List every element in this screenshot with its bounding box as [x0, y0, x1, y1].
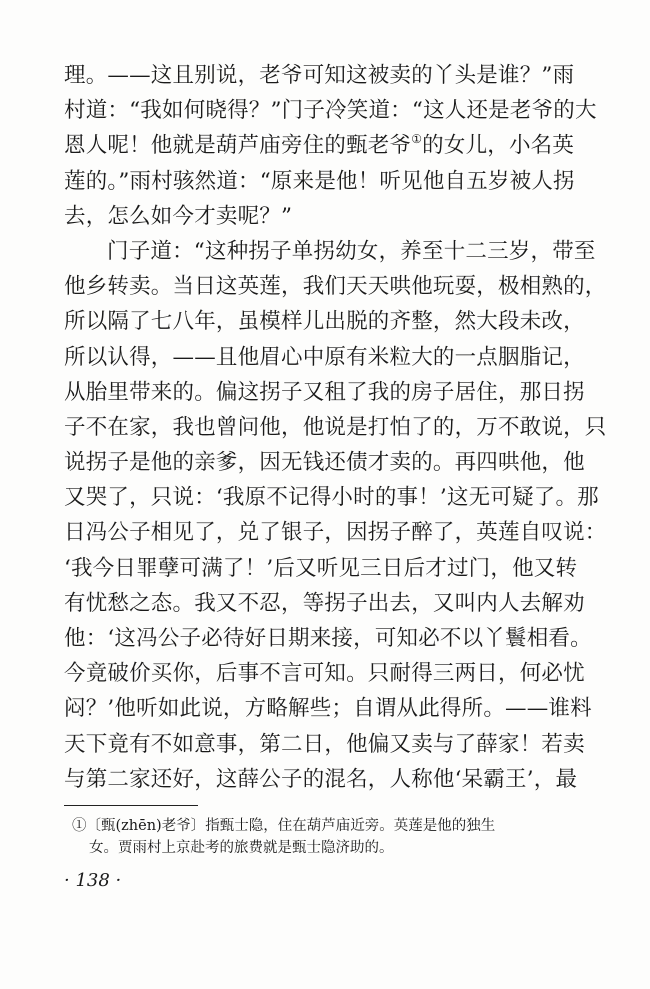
text-segment: 恩人呢！他就是葫芦庙旁住的甄老爷 — [64, 133, 412, 159]
text-line: 去，怎么如今才卖呢？” — [64, 203, 293, 229]
text-line: 说拐子是他的亲爹，因无钱还债才卖的。再四哄他，他 — [64, 450, 585, 476]
text-line: 闷？’他听如此说，方略解些；自谓从此得所。——谁料 — [64, 696, 592, 722]
text-line: 子不在家，我也曾问他，他说是打怕了的，万不敢说，只 — [64, 414, 607, 440]
body-text — [64, 58, 614, 797]
footnote-line: 女。贾雨村上京赴考的旅费就是甄士隐济助的。 — [89, 840, 394, 856]
text-line: 又哭了，只说：‘我原不记得小时的事！’这无可疑了。那 — [64, 485, 599, 511]
text-line: 所以认得，——且他眉心中原有米粒大的一点胭脂记， — [64, 344, 585, 370]
text-line: 今竟破价买你，后事不言可知。只耐得三两日，何必忧 — [64, 661, 585, 687]
text-line: ‘我今日罪孽可满了！’后又听见三日后才过门，他又转 — [64, 555, 578, 581]
text-line: 天下竟有不如意事，第二日，他偏又卖与了薛家！若卖 — [64, 731, 585, 757]
text-line: 村道：“我如何晓得？”门子冷笑道：“这人还是老爷的大 — [64, 98, 597, 124]
footnote-line: ①〔甄(zhēn)老爷〕指甄士隐，住在葫芦庙近旁。英莲是他的独生 — [72, 818, 496, 834]
text-line: 有忧愁之态。我又不忍，等拐子出去，又叫内人去解劝 — [64, 590, 585, 616]
text-line: 所以隔了七八年，虽模样儿出脱的齐整，然大段未改， — [64, 309, 585, 335]
text-line: 与第二家还好，这薛公子的混名，人称他‘呆霸王’，最 — [64, 766, 578, 792]
text-line: 莲的。”雨村骇然道：“原来是他！听见他自五岁被人拐 — [64, 168, 575, 194]
text-line: 理。——这且别说，老爷可知这被卖的丫头是谁？”雨 — [64, 63, 575, 88]
footnote — [72, 815, 612, 859]
footnote-marker[interactable]: ① — [411, 132, 423, 147]
text-line: 从胎里带来的。偏这拐子又租了我的房子居住，那日拐 — [64, 379, 585, 405]
text-line — [64, 128, 614, 163]
paragraph-start-line: 门子道：“这种拐子单拐幼女，养至十二三岁，带至 — [107, 238, 596, 264]
text-line: 日冯公子相见了，兑了银子，因拐子醉了，英莲自叹说： — [64, 520, 607, 546]
page-number: · 138 · — [64, 870, 122, 891]
text-line: 他：‘这冯公子必待好日期来接，可知必不以丫鬟相看。 — [64, 626, 592, 651]
footnote-divider — [64, 805, 198, 806]
text-segment: 的女儿，小名英 — [422, 133, 575, 159]
text-line: 他乡转卖。当日这英莲，我们天天哄他玩耍，极相熟的， — [64, 274, 607, 300]
